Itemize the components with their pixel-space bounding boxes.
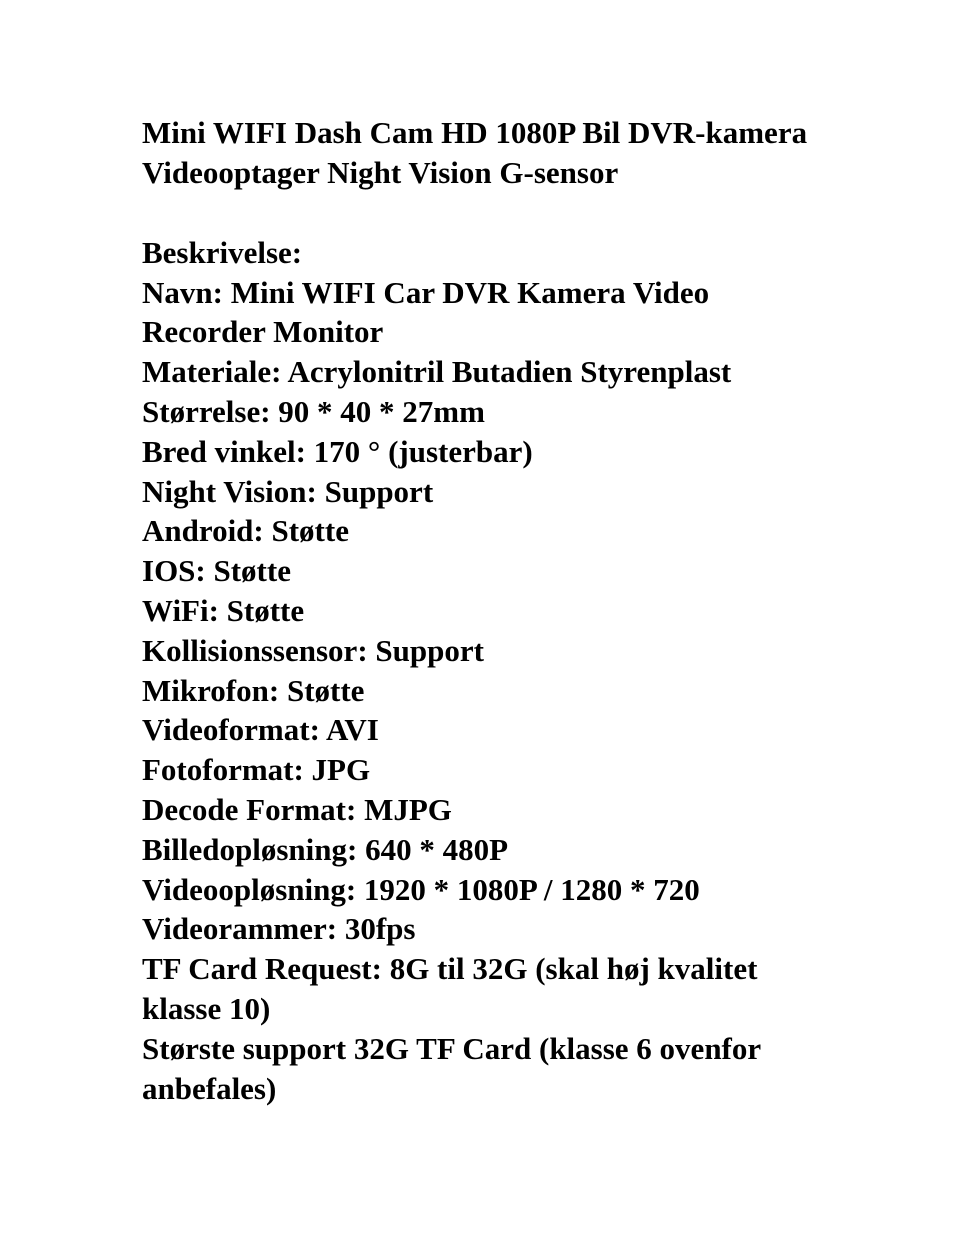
spec-line-max-support: Største support 32G TF Card (klasse 6 ovenfor anbefales) bbox=[142, 1030, 761, 1106]
spec-line-material: Materiale: Acrylonitril Butadien Styrenplast bbox=[142, 354, 732, 390]
spec-line-wide-angle: Bred vinkel: 170 ° (justerbar) bbox=[142, 433, 533, 469]
spec-line-image-resolution: Billedopløsning: 640 * 480P bbox=[142, 831, 509, 867]
spec-line-video-resolution: Videoopløsning: 1920 * 1080P / 1280 * 720 bbox=[142, 871, 700, 907]
spec-line-frame-rate: Videorammer: 30fps bbox=[142, 911, 416, 947]
spec-line-decode-format: Decode Format: MJPG bbox=[142, 791, 452, 827]
spec-line-video-format: Videoformat: AVI bbox=[142, 712, 379, 748]
spec-line-photo-format: Fotoformat: JPG bbox=[142, 752, 371, 788]
spec-line-android: Android: Støtte bbox=[142, 513, 349, 549]
spec-line-ios: IOS: Støtte bbox=[142, 553, 291, 589]
section-label-description: Beskrivelse: bbox=[142, 234, 303, 270]
spec-line-microphone: Mikrofon: Støtte bbox=[142, 672, 365, 708]
spec-list bbox=[142, 273, 822, 1109]
spec-line-night-vision: Night Vision: Support bbox=[142, 473, 434, 509]
spec-line-wifi: WiFi: Støtte bbox=[142, 592, 305, 628]
paragraph-spacer bbox=[142, 193, 822, 233]
spec-line-size: Størrelse: 90 * 40 * 27mm bbox=[142, 393, 485, 429]
document-content bbox=[142, 113, 822, 1108]
spec-line-collision-sensor: Kollisionssensor: Support bbox=[142, 632, 484, 668]
document-title: Mini WIFI Dash Cam HD 1080P Bil DVR-kamera Videooptager Night Vision G-sensor bbox=[142, 115, 808, 190]
spec-line-name: Navn: Mini WIFI Car DVR Kamera Video Recorder Monitor bbox=[142, 274, 710, 350]
spec-line-tf-card-request: TF Card Request: 8G til 32G (skal høj kvalitet klasse 10) bbox=[142, 951, 758, 1026]
